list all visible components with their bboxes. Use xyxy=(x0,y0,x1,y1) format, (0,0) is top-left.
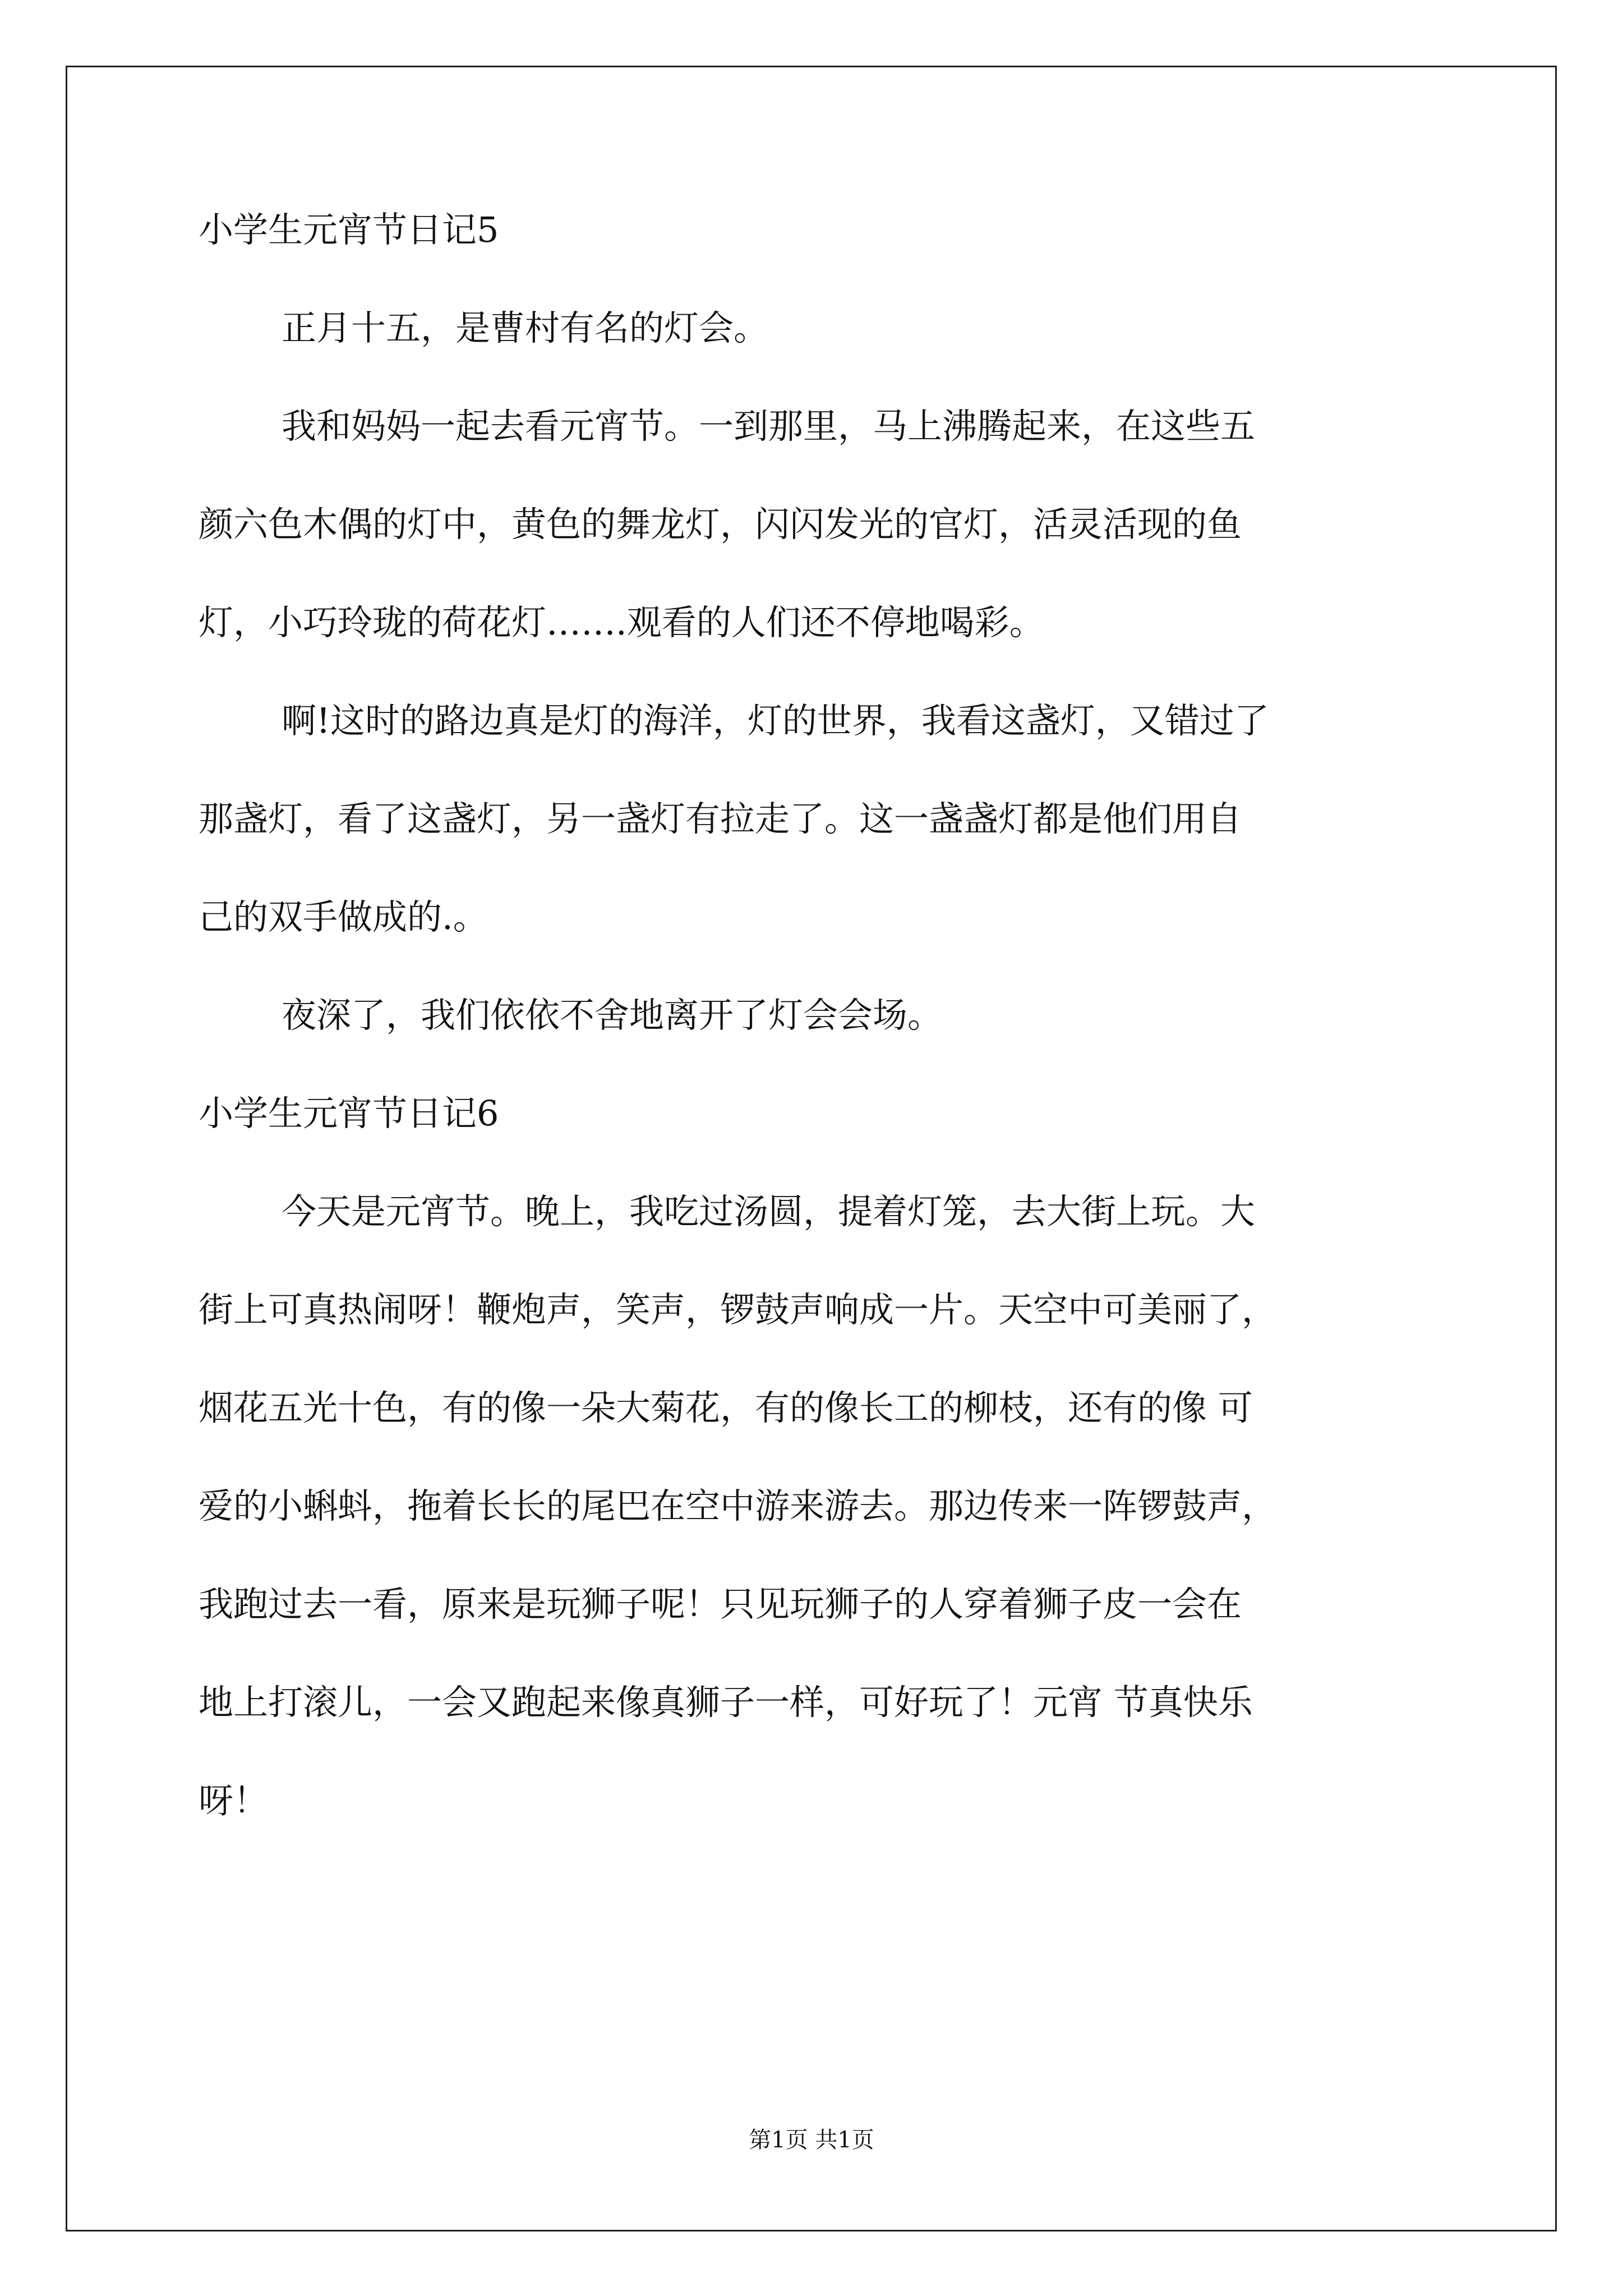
paragraph-line: 街上可真热闹呀！鞭炮声，笑声，锣鼓声响成一片。天空中可美丽了， xyxy=(199,1289,1277,1330)
paragraph-line: 颜六色木偶的灯中，黄色的舞龙灯，闪闪发光的官灯，活灵活现的鱼 xyxy=(199,504,1242,545)
section-heading-5: 小学生元宵节日记5 xyxy=(199,209,499,250)
document-body xyxy=(199,208,1432,1823)
paragraph-line: 今天是元宵节。晚上，我吃过汤圆，提着灯笼，去大街上玩。大 xyxy=(282,1191,1256,1232)
paragraph-line: 我跑过去一看，原来是玩狮子呢！只见玩狮子的人穿着狮子皮一会在 xyxy=(199,1584,1242,1625)
paragraph-line: 烟花五光十色，有的像一朵大菊花，有的像长工的柳枝，还有的像 可 xyxy=(199,1387,1253,1428)
section-heading-6: 小学生元宵节日记6 xyxy=(199,1093,499,1134)
paragraph-line: 灯，小巧玲珑的荷花灯…….观看的人们还不停地喝彩。 xyxy=(199,602,1044,643)
paragraph-line: 正月十五，是曹村有名的灯会。 xyxy=(282,307,769,348)
paragraph-line: 地上打滚儿，一会又跑起来像真狮子一样，可好玩了！元宵 节真快乐 xyxy=(199,1682,1253,1723)
paragraph-line: 爱的小蝌蚪，拖着长长的尾巴在空中游来游去。那边传来一阵锣鼓声， xyxy=(199,1485,1277,1526)
page-footer: 第1页 共1页 xyxy=(749,2127,874,2153)
paragraph-line: 呀！ xyxy=(199,1780,269,1821)
paragraph-line: 啊!这时的路边真是灯的海洋，灯的世界，我看这盏灯，又错过了 xyxy=(282,700,1269,741)
paragraph-line: 那盏灯，看了这盏灯，另一盏灯有拉走了。这一盏盏灯都是他们用自 xyxy=(199,798,1242,839)
paragraph-line: 夜深了，我们依依不舍地离开了灯会会场。 xyxy=(282,995,943,1036)
paragraph-line: 己的双手做成的.。 xyxy=(199,896,488,937)
paragraph-line: 我和妈妈一起去看元宵节。一到那里，马上沸腾起来，在这些五 xyxy=(282,406,1256,447)
